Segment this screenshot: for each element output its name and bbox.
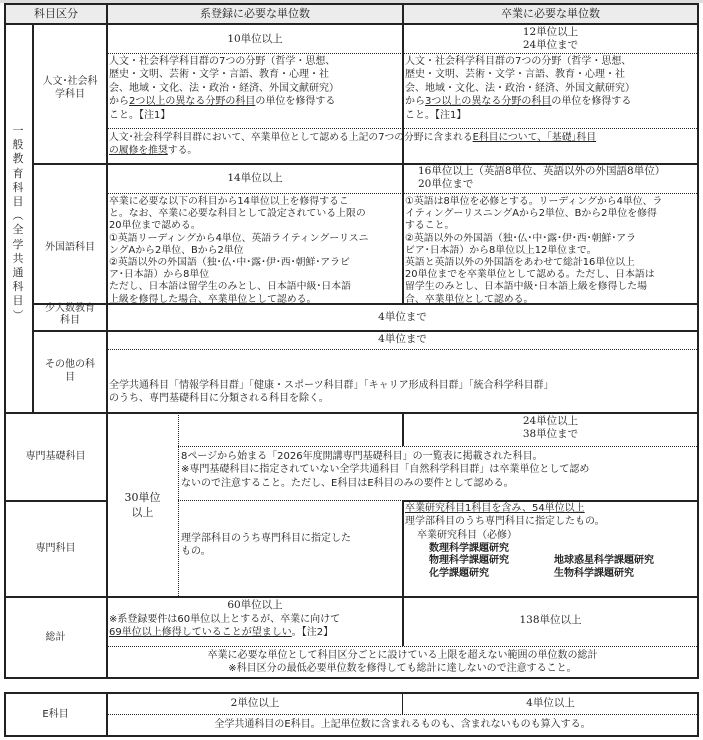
grid-line: [4, 735, 699, 737]
e-subject-grad-units: 4単位以上: [526, 697, 575, 709]
humanities-grad-units: 12単位以上 24単位まで: [522, 26, 579, 52]
humanities-grad-desc: 人文・社会科学科目群の7つの分野（哲学・思想、 歴史・文明、芸術・文学・言語、教育・心理・社 会、地域・文化、法・政治・経済、外国文献研究） から3つ以上の異なる分野の科目の単位を修得する こと。【注1】: [405, 56, 635, 121]
grid-line: [33, 330, 698, 332]
grid-line: [402, 500, 698, 502]
grid-line: [178, 446, 697, 447]
total-note: 卒業に必要な単位として科目区分ごとに設けている上限を超えない範囲の単位数の総計 ※科目区分の最低必要単位数を修得しても総計に達しないので注意すること。: [207, 650, 598, 675]
e-subject-note: 全学共通科目のE科目。上記単位数に含まれるものも、含まれないものも算入する。: [214, 719, 591, 730]
shared-reg-units: 30単位 以上: [124, 491, 161, 519]
foreign-reg-desc: 卒業に必要な以下の科目から14単位以上を修得するこ と。なお、卒業に必要な科目として設定されている上限の 20単位まで認める。 ①英語リーディングから4単位、英語ライティングーリスニ ングAから2単位、Bから2単位 ②英語以外の外国語（独･仏･中･露･伊･西･朝鮮･アラビ ア･日本語）から8単位 ただし、日本語は留学生のみとし、日本語中級･日本語 上級を修得した場合、卒業単位として認める。: [109, 196, 369, 305]
other-units: 4単位まで: [378, 333, 427, 345]
research-course: 物理科学課題研究: [429, 555, 509, 566]
grid-line: [4, 596, 699, 598]
header-graduation: 卒業に必要な単位数: [501, 7, 600, 20]
grid-line: [4, 412, 699, 414]
specialized-basic-label: 専門基礎科目: [25, 451, 86, 462]
other-label: その他の科 目: [45, 359, 95, 384]
small-class-label: 少人数教育 科目: [45, 303, 95, 326]
foreign-reg-units: 14単位以上: [227, 172, 283, 184]
grid-line: [178, 413, 179, 596]
research-course: 化学課題研究: [429, 567, 489, 579]
small-class-units: 4単位まで: [378, 311, 427, 323]
grid-line: [4, 3, 699, 5]
research-course: 数理科学課題研究: [429, 542, 509, 554]
humanities-label: 人文･社会科 学科目: [42, 76, 98, 101]
grid-line: [107, 349, 697, 350]
grid-line: [107, 193, 697, 194]
grid-line: [107, 53, 697, 54]
specialized-basic-desc: 8ページから始まる「2026年度開講専門基礎科目」の一覧表に掲載された科目。 ※専門基礎科目に指定されていない全学共通科目「自然科学科目群」は卒業単位として認め ないので注意すること。ただし、E科目はE科目のみの要件として認める。: [181, 451, 590, 489]
total-label: 総計: [45, 632, 66, 643]
total-reg-units: 60単位以上: [227, 599, 283, 611]
foreign-grad-desc: ①英語は8単位を必修とする。リーディングから4単位、ラ イティングーリスニングAから2単位、Bから2単位を修得 すること。 ②英語以外の外国語（独･仏･中･露･伊･西･朝鮮･アラ ビア･日本語）から8単位以上12単位まで。 英語と英語以外の外国語をあわせて総計16単位以上 20単位までを卒業単位として認める。ただし、日本語は 留学生のみとし、日本語中級･日本語上級を修得した場 合、卒業単位として認める。: [405, 196, 663, 305]
grid-line: [107, 714, 697, 715]
grid-line: [4, 500, 107, 502]
specialized-reg-desc: 理学部科目のうち専門科目に指定した もの。: [181, 533, 351, 558]
specialized-label: 専門科目: [35, 543, 76, 554]
grid-line: [4, 3, 6, 677]
specialized-basic-grad-units: 24単位以上 38単位まで: [522, 415, 579, 441]
grid-line: [107, 128, 697, 129]
grid-line: [178, 500, 403, 501]
research-course: 地球惑星科学課題研究: [554, 555, 654, 566]
specialized-grad-desc: 卒業研究科目1科目を含み、54単位以上 理学部科目のうち専門科目に指定したもの。 卒業研究科目（必修） 数理科学課題研究 物理科学課題研究 地球惑星科学課題研究 化学課題研究 生物科学課題研究: [405, 503, 697, 581]
grid-line: [4, 692, 699, 694]
foreign-label: 外国語科目: [45, 242, 95, 253]
e-subject-reg-units: 2単位以上: [230, 697, 280, 709]
header-registration: 系登録に必要な単位数: [200, 7, 310, 20]
research-course-list: [429, 543, 697, 581]
humanities-reg-units: 10単位以上: [227, 33, 283, 45]
grid-line: [4, 23, 699, 25]
foreign-grad-units: 16単位以上（英語8単位、英語以外の外国語8単位） 20単位まで: [418, 165, 666, 191]
other-desc: 全学共通科目「情報学科目群」「健康・スポーツ科目群」「キャリア形成科目群」「統合科学科目群」 のうち、専門基礎科目に分類される科目を除く。: [109, 380, 554, 405]
e-subject-label: E科目: [42, 709, 69, 720]
total-grad-units: 138単位以上: [519, 614, 582, 626]
humanities-note: 人文･社会科学科目群において、卒業単位として認める上記の7つの分野に含まれるE科目について、｢基礎｣科目 の履修を推奨する。: [109, 132, 596, 157]
humanities-reg-desc: 人文・社会科学科目群の7つの分野（哲学・思想、 歴史・文明、芸術・文学・言語、教育・心理・社 会、地域・文化、法・政治・経済、外国文献研究） から2つ以上の異なる分野の科目の単位を修得する こと。【注1】: [109, 56, 339, 121]
grid-line: [4, 677, 699, 679]
grid-line: [107, 646, 697, 647]
research-course: 生物科学課題研究: [554, 567, 634, 579]
total-reg-note: ※系登録要件は60単位以上とするが、卒業に向けて 69単位以上修得していることが望ましい。【注2】: [109, 614, 341, 639]
header-category: 科目区分: [34, 7, 78, 20]
general-education-label: 一 般 教 育 科 目 ︵ 全 学 共 通 科 目 ︶: [12, 124, 24, 322]
